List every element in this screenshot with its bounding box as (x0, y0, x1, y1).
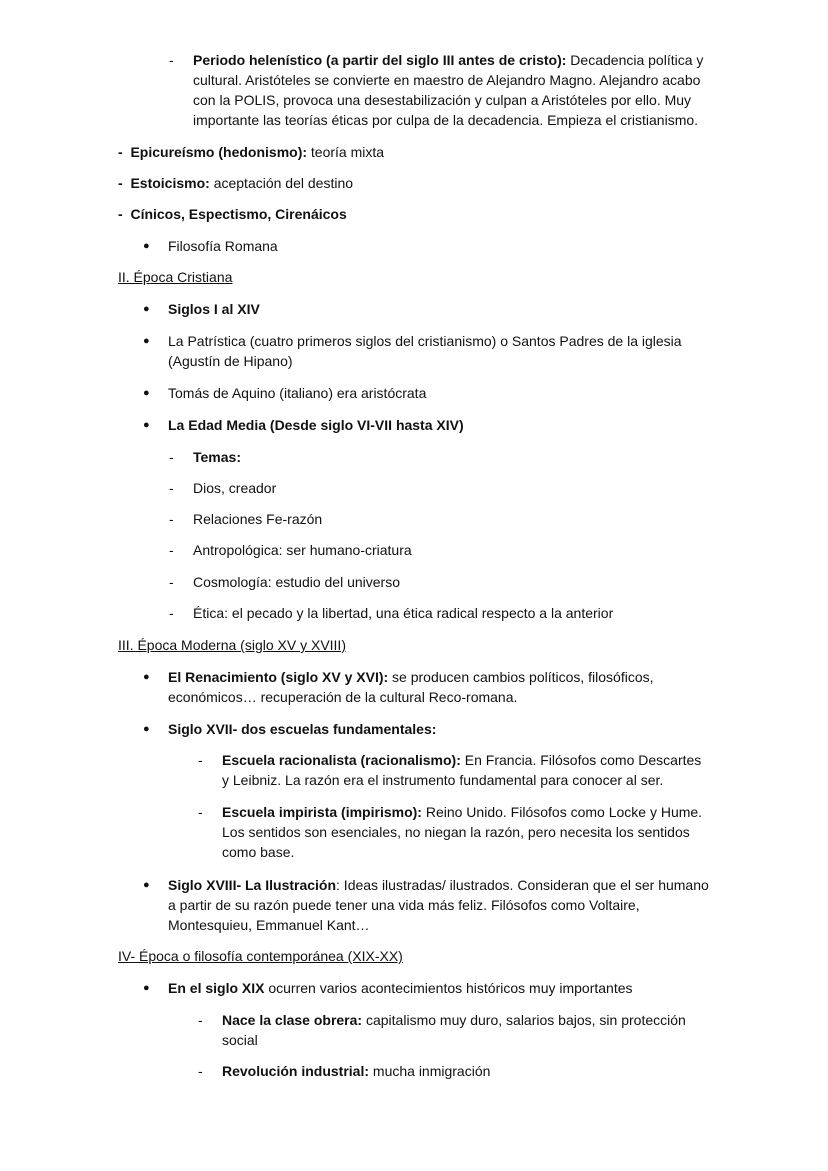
bullet-marker: ● (143, 387, 150, 399)
item-bold-label: Nace la clase obrera: (222, 1012, 363, 1028)
item-body: ocurren varios acontecimientos históricos muy importantes (264, 980, 633, 996)
list-item-edad-media (143, 415, 728, 435)
list-item-patristica (143, 331, 688, 371)
item-text (168, 978, 728, 998)
item-body: En Francia. Filósofos como Descartes y Leibniz. La razón era el instrumento fundamental para conocer al ser. (222, 752, 702, 788)
bullet-marker: ● (143, 723, 150, 735)
list-item-renacimiento (143, 667, 688, 707)
item-bold-label: Epicureísmo (hedonismo): (130, 144, 308, 160)
item-text: Cosmología: estudio del universo (193, 574, 401, 590)
section-heading-cristiana: II. Época Cristiana (118, 269, 233, 285)
item-text: Antropológica: ser humano-criatura (193, 542, 412, 558)
dash-marker: - (198, 752, 203, 768)
item-text (118, 142, 718, 162)
dash-marker: - (118, 175, 123, 191)
item-text (168, 415, 728, 435)
item-text: Filosofía Romana (168, 238, 278, 254)
dash-marker: - (198, 1012, 203, 1028)
list-item-filosofia-romana (143, 236, 728, 256)
item-body: se producen cambios políticos, filosóficos, económicos… recuperación de la cultural Reco-romana. (168, 669, 654, 705)
item-bold-label: Escuela racionalista (racionalismo): (222, 752, 461, 768)
item-bold-label: Siglo XVII- dos escuelas fundamentales: (168, 721, 437, 737)
item-text: La Patrística (cuatro primeros siglos del cristianismo) o Santos Padres de la iglesia (Agustín de Hipano) (168, 333, 682, 369)
item-text (118, 204, 718, 224)
list-item-etica (169, 603, 753, 623)
list-item-empirista (198, 802, 712, 862)
item-text (168, 299, 728, 319)
item-text (168, 719, 728, 739)
list-item-siglo-xix (143, 978, 728, 998)
bullet-marker: ● (143, 671, 150, 683)
list-item-racionalista (198, 750, 702, 790)
bullet-marker: ● (143, 982, 150, 994)
item-bold-label: Periodo helenístico (a partir del siglo III antes de cristo): (193, 52, 567, 68)
dash-marker: - (198, 804, 203, 820)
dash-marker: - (198, 1063, 203, 1079)
item-bold-label: La Edad Media (Desde siglo VI-VII hasta XIV) (168, 417, 464, 433)
list-item-cosmologia (169, 572, 723, 592)
dash-marker: - (118, 144, 123, 160)
list-item-siglo-xvii (143, 719, 728, 739)
item-text: Tomás de Aquino (italiano) era aristócrata (168, 385, 427, 401)
dash-marker: - (169, 542, 174, 558)
item-bold-label: Revolución industrial: (222, 1063, 370, 1079)
list-item-clase-obrera (198, 1010, 692, 1050)
list-item-antropologica (169, 540, 723, 560)
list-item-fe-razon (169, 509, 723, 529)
item-text (118, 173, 718, 193)
item-bold-label: Estoicismo: (130, 175, 210, 191)
list-item-epicureismo (118, 142, 718, 162)
item-text (222, 802, 712, 862)
bullet-marker: ● (143, 335, 150, 347)
item-text (193, 50, 723, 130)
item-body: Reino Unido. Filósofos como Locke y Hume. Los sentidos son esenciales, no niegan la razón, pero necesita los sentidos como base. (222, 804, 703, 860)
item-text (222, 750, 702, 790)
list-item-ilustracion (143, 875, 713, 935)
item-body: mucha inmigración (369, 1063, 491, 1079)
item-body: teoría mixta (307, 144, 385, 160)
list-item-revolucion (198, 1061, 702, 1081)
list-item-estoicismo (118, 173, 718, 193)
item-text (222, 1061, 702, 1081)
item-text (222, 1010, 692, 1050)
item-text (168, 875, 713, 935)
list-item-cinicos (118, 204, 718, 224)
dash-marker: - (118, 206, 123, 222)
item-body: aceptación del destino (209, 175, 354, 191)
dash-marker: - (169, 574, 174, 590)
bullet-marker: ● (143, 879, 150, 891)
section-heading-moderna: III. Época Moderna (siglo XV y XVIII) (118, 637, 346, 653)
dash-marker: - (169, 605, 174, 621)
list-item-helenistico (169, 50, 723, 130)
bullet-marker: ● (143, 303, 150, 315)
item-text: Ética: el pecado y la libertad, una ética radical respecto a la anterior (193, 605, 614, 621)
list-item-temas (169, 447, 723, 467)
dash-marker: - (169, 52, 174, 68)
item-text: Dios, creador (193, 480, 277, 496)
dash-marker: - (169, 449, 174, 465)
list-item-siglos-i-xiv (143, 299, 728, 319)
section-heading-contemporanea: IV- Época o filosofía contemporánea (XIX-XX) (118, 948, 403, 964)
dash-marker: - (169, 480, 174, 496)
item-text (193, 447, 723, 467)
item-bold-label: Cínicos, Espectismo, Cirenáicos (130, 206, 347, 222)
bullet-marker: ● (143, 419, 150, 431)
item-text: Relaciones Fe-razón (193, 511, 323, 527)
item-bold-label: En el siglo XIX (168, 980, 265, 996)
item-bold-label: Siglo XVIII- La Ilustración (168, 877, 337, 893)
item-bold-label: Temas: (193, 449, 241, 465)
bullet-marker: ● (143, 240, 150, 252)
item-bold-label: El Renacimiento (siglo XV y XVI): (168, 669, 389, 685)
item-bold-label: Escuela impirista (impirismo): (222, 804, 422, 820)
dash-marker: - (169, 511, 174, 527)
list-item-dios (169, 478, 723, 498)
list-item-tomas (143, 383, 728, 403)
item-body: Decadencia política y cultural. Aristóteles se convierte en maestro de Alejandro Magno. Alejandro acabo con la POLIS, provoca una desestabilización y culpan a Aristóteles por ello. Muy importante las teorías éticas por culpa de la decadencia. Empieza el cristianismo. (193, 52, 704, 128)
item-text (168, 667, 688, 707)
item-bold-label: Siglos I al XIV (168, 301, 260, 317)
item-body: : Ideas ilustradas/ ilustrados. Consideran que el ser humano a partir de su razón puede tener una vida más feliz. Filósofos como Voltaire, Montesquieu, Emmanuel Kant… (168, 877, 709, 933)
item-body: capitalismo muy duro, salarios bajos, sin protección social (222, 1012, 686, 1048)
